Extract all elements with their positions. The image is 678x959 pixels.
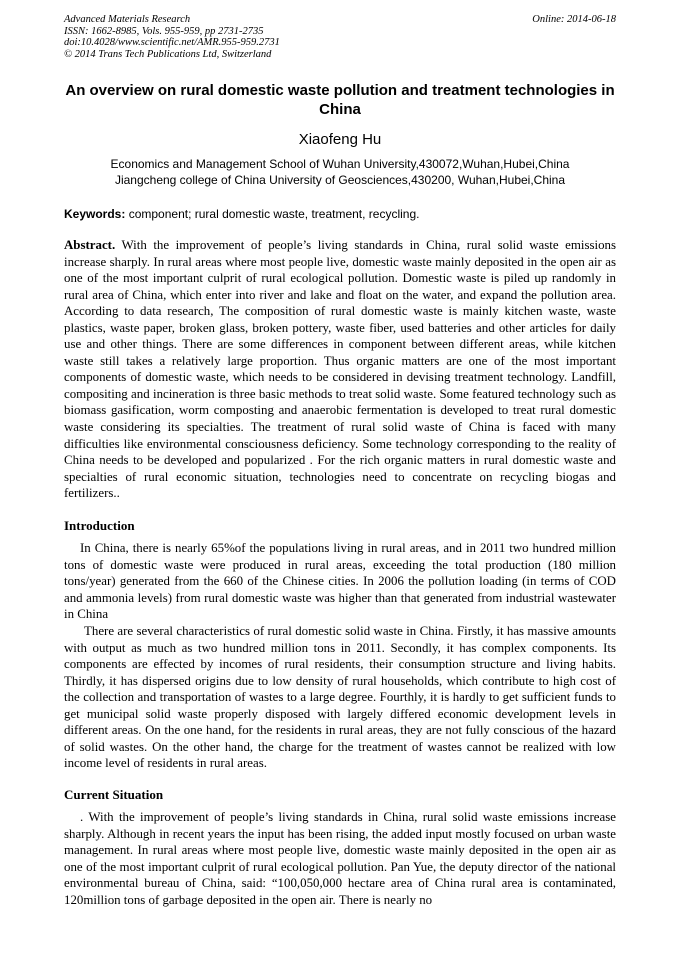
- copyright-line: © 2014 Trans Tech Publications Ltd, Switzerland: [64, 48, 272, 60]
- affiliation-1: Economics and Management School of Wuhan University,430072,Wuhan,Hubei,China: [110, 157, 570, 171]
- journal-header: [64, 14, 616, 60]
- abstract: [64, 237, 616, 502]
- doi-line: doi:10.4028/www.scientific.net/AMR.955-959.2731: [64, 37, 280, 48]
- affiliations: [64, 156, 616, 188]
- introduction-heading: Introduction: [64, 518, 135, 533]
- introduction-paragraph-2: There are several characteristics of rural domestic solid waste in China. Firstly, it has massive amounts with output as much as two hundred million tons in 2011. Secondly, it has complex components. Its components are effected by incomes of rural residents, their consumption structure and living habits. Thirdly, it has dispersed origins due to low density of rural households, which contribute to high cost of the collection and transportation of wastes to a large degree. Fourthly, it is hardly to get sufficient funds to get municipal solid waste properly disposed with largely differed economic development levels in different areas. On the one hand, for the residents in rural areas, they are not fully conscious of the hazard of solid wastes. On the other hand, the charge for the treatment of wastes cannot be realized with low income level of residents in rural areas.: [64, 624, 616, 771]
- keywords-label: Keywords:: [64, 207, 126, 221]
- issn-line: ISSN: 1662-8985, Vols. 955-959, pp 2731-2735: [64, 25, 264, 37]
- introduction-paragraph-1: In China, there is nearly 65%of the populations living in rural areas, and in 2011 two hundred million tons of domestic waste were produced in rural areas, exceeding the total production (180 million tons/year) generated from the 660 of the Chinese cities. In 2006 the pollution loading (in terms of COD and ammonia levels) from rural domestic waste was higher than that generated from industrial wastewater in China: [64, 541, 616, 622]
- current-situation-paragraph-1: . With the improvement of people’s living standards in China, rural solid waste emissions increase sharply. Although in recent years the input has been rising, the added input mostly focused on urban waste management. In rural areas where most people live, domestic waste mainly deposited in the open air as one of the most important culprit of rural ecological pollution. Pan Yue, the deputy director of the national environmental bureau of China, said: “100,050,000 hectare area of China rural area is contaminated, 120million tons of garbage deposited in the open air. There is nearly no: [64, 810, 616, 907]
- affiliation-2: Jiangcheng college of China University of Geosciences,430200, Wuhan,Hubei,China: [114, 173, 566, 187]
- keywords-text: component; rural domestic waste, treatment, recycling.: [128, 207, 420, 221]
- journal-name: Advanced Materials Research: [64, 14, 191, 25]
- current-situation-heading: Current Situation: [64, 787, 164, 802]
- online-date: Online: 2014-06-18: [532, 14, 616, 25]
- abstract-label: Abstract.: [64, 238, 116, 252]
- keywords: [64, 207, 616, 222]
- paper-title: An overview on rural domestic waste pollution and treatment technologies in China: [65, 82, 615, 118]
- abstract-text: With the improvement of people’s living standards in China, rural solid waste emissions increase sharply. In rural areas where most people live, domestic waste mainly deposited in the open air as one of the most important culprit of rural ecological pollution. Domestic waste is piled up randomly in rural area of China, which enter into river and lake and float on the water, and expand the pollution area. According to data research, The composition of rural domestic waste is mainly kitchen waste, waste plastics, waste paper, broken glass, broken pottery, waste fiber, used batteries and other articles for daily use and other things. There are some differences in component between different areas, while kitchen waste still takes a relatively large proportion. Thus organic matters are one of the most important components of domestic waste, which needs to be considered in devising treatment technology. Landfill, compositing and incineration is three basic methods to treat solid waste. Some featured technology such as biomass gasification, worm composting and anaerobic fermentation is developed to treat rural domestic waste considering its specialties. The treatment of rural solid waste of China is faced with many difficulties like environmental consciousness deficiency. Some technology corresponding to the reality of China needs to be developed and popularized . For the rich organic matters in rural domestic waste and specialties of rural economic situation, technologies need to concentrate on recycling biogas and fertilizers..: [64, 238, 616, 501]
- author-name: Xiaofeng Hu: [298, 131, 382, 148]
